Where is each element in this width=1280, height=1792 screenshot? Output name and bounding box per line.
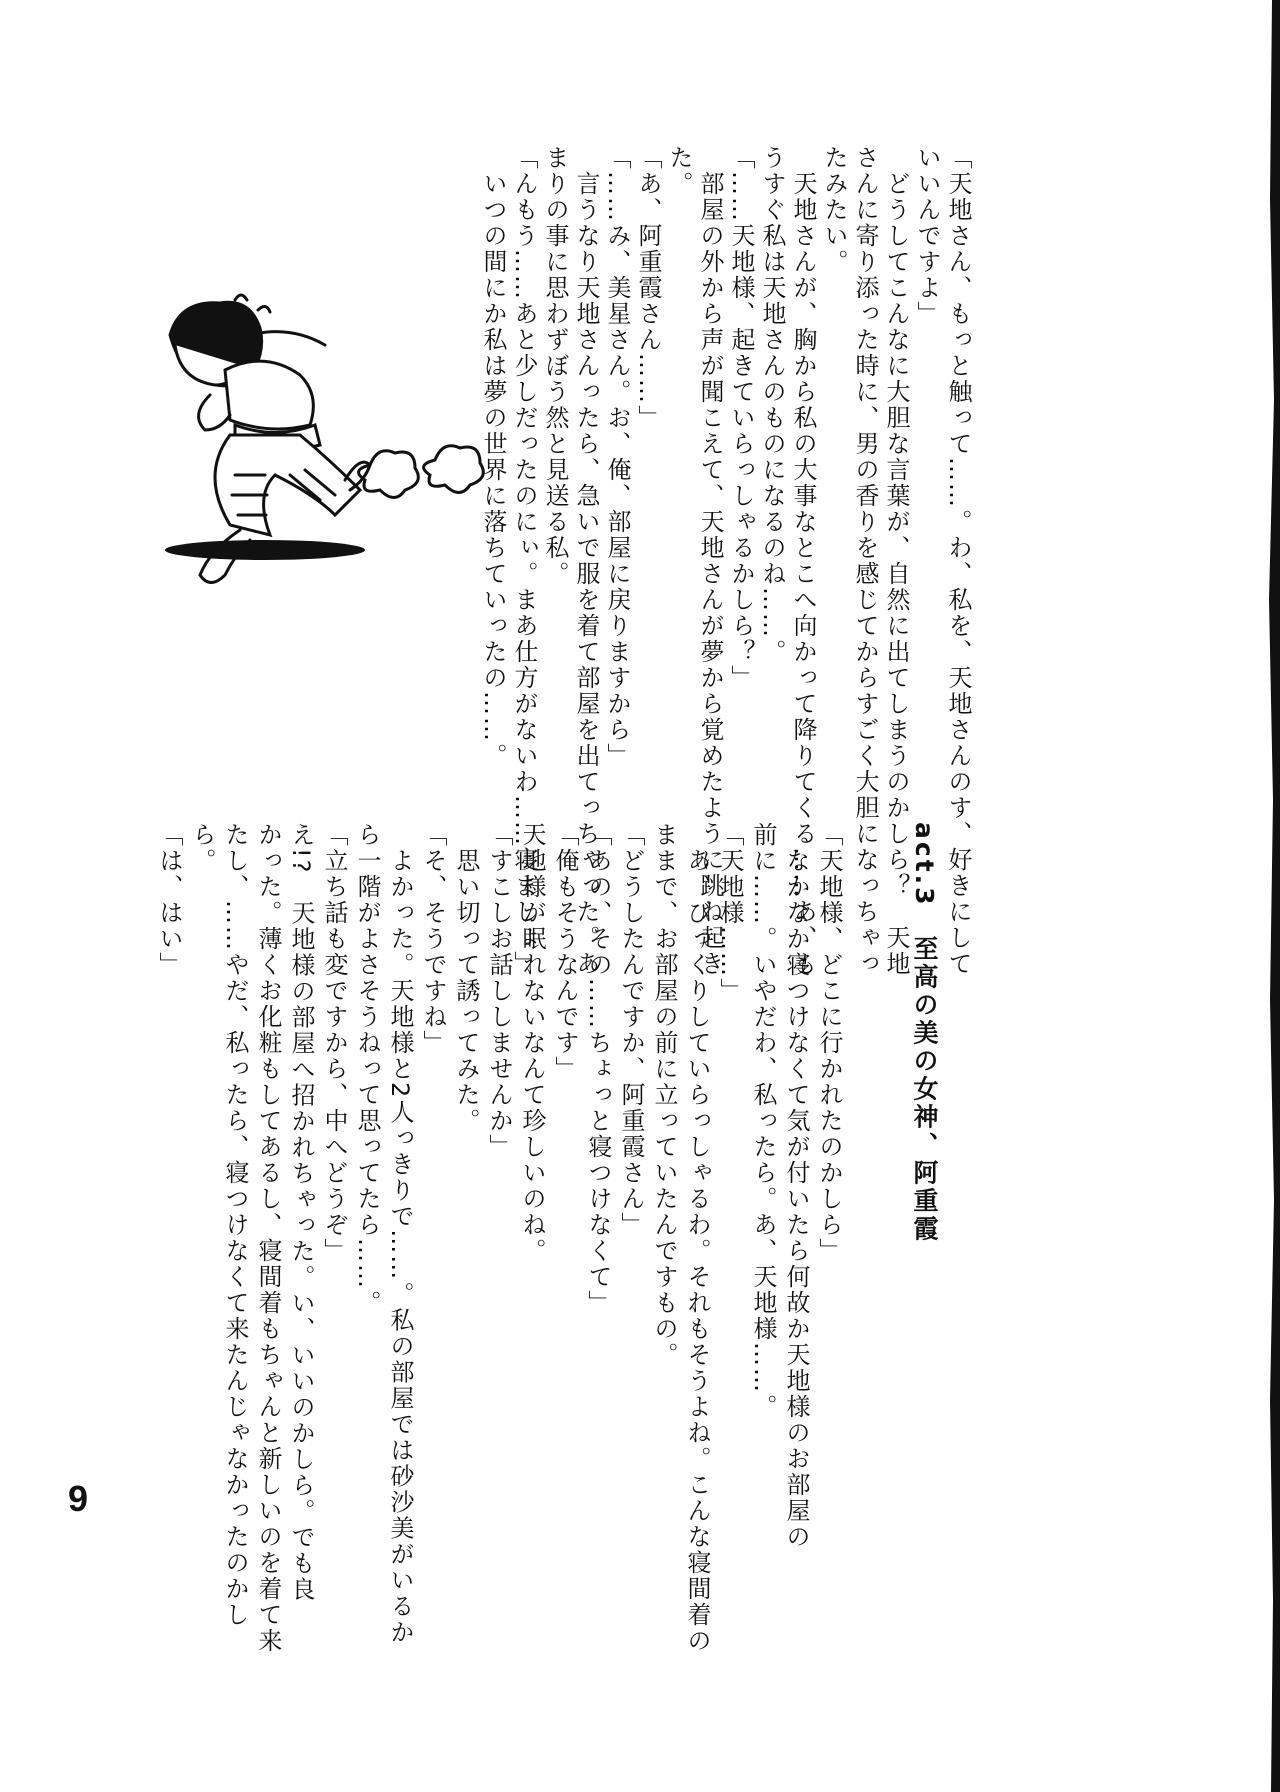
text-line: いいんですよ」 bbox=[913, 145, 941, 327]
text-line: 「そ、そうですね」 bbox=[419, 822, 447, 1056]
text-line: かった。薄くお化粧もしてあるし、寝間着もちゃんと新しいのを着て来 bbox=[254, 822, 282, 1654]
text-line: 「んもう……あと少しだったのにぃ。まあ仕方がないわ……寝ましょ」 bbox=[510, 145, 538, 977]
pants bbox=[215, 435, 360, 535]
text-line: たみたい。 bbox=[820, 145, 848, 275]
text-line: 天地様が眠れないなんて珍しいのね。 bbox=[518, 822, 546, 1264]
text-line: さんに寄り添った時に、男の香りを感じてからすごく大胆になっちゃっ bbox=[851, 145, 879, 977]
page-edge-border bbox=[1269, 0, 1280, 1792]
text-line: 「天地様、どこに行かれたのかしら」 bbox=[815, 822, 843, 1264]
text-line: ら。 bbox=[188, 822, 216, 874]
text-line: どうしてこんなに大胆な言葉が、自然に出てしまうのかしら？ 天地 bbox=[882, 145, 910, 977]
text-line: た。 bbox=[665, 145, 693, 197]
text-line: 「俺もそうなんです」 bbox=[551, 822, 579, 1082]
running-boy-illustration bbox=[140, 275, 540, 645]
page-number: 9 bbox=[68, 1478, 89, 1519]
text-line: 「あの、その……ちょっと寝つけなくて」 bbox=[584, 822, 612, 1316]
text-line: あ、びっくりしていらっしゃるわ。それもそうよね。こんな寝間着の bbox=[683, 822, 711, 1654]
text-line: 「……天地様、起きていらっしゃるかしら？」 bbox=[727, 145, 755, 691]
dust-cloud-icon bbox=[359, 451, 419, 498]
arm bbox=[199, 395, 230, 430]
sweat-drop-icon bbox=[258, 306, 270, 312]
page-edge bbox=[1258, 0, 1280, 1792]
text-line: 「……み、美星さん。お、俺、部屋に戻りますから」 bbox=[603, 145, 631, 769]
text-line: 「天地様……」 bbox=[716, 822, 744, 1004]
text-line: 「すこしお話ししませんか」 bbox=[485, 822, 513, 1160]
text-line: たし、……やだ、私ったら、寝つけなくて来たんじゃなかったのかし bbox=[221, 822, 249, 1628]
story-text-part2 bbox=[152, 822, 845, 1654]
text-line: 言うなり天地さんったら、急いで服を着て部屋を出てっちゃった。あ bbox=[572, 145, 600, 977]
torso bbox=[225, 361, 313, 429]
text-line: 「は、はい」 bbox=[155, 822, 183, 978]
sweat-drop-icon bbox=[235, 295, 247, 300]
text-line: 「あ、阿重霞さん……」 bbox=[634, 145, 662, 431]
shadow bbox=[165, 540, 365, 560]
dust-cloud-icon bbox=[424, 446, 484, 493]
text-line: 「天地さん、もっと触って……。わ、私を、天地さんのす、好きにして bbox=[944, 145, 972, 977]
text-line: 思い切って誘ってみた。 bbox=[452, 822, 480, 1134]
text-line: まりの事に思わずぼう然と見送る私。 bbox=[541, 145, 569, 587]
text-line: え!? 天地様の部屋へ招かれちゃった。い、いいのかしら。でも良 bbox=[287, 822, 315, 1603]
text-line: 前に……。いやだわ、私ったら。あ、天地様……。 bbox=[749, 822, 777, 1420]
chapter-title: act.3 至高の美の女神、阿重霞 bbox=[910, 822, 939, 1244]
text-line: 「どうしたんですか、阿重霞さん」 bbox=[617, 822, 645, 1238]
text-line: うすぐ私は天地さんのものになるのね……。 bbox=[758, 145, 786, 665]
text-line: 部屋の外から声が聞こえて、天地さんが夢から覚めたように跳ね起き bbox=[696, 145, 724, 977]
text-line: ままで、お部屋の前に立っていたんですもの。 bbox=[650, 822, 678, 1368]
text-line: 天地さんが、胸から私の大事なとこへ向かって降りてくる……あ、も bbox=[789, 145, 817, 977]
text-line: 「立ち話も変ですから、中へどうぞ」 bbox=[320, 822, 348, 1264]
text-line: なかなか寝つけなくて気が付いたら何故か天地様のお部屋の bbox=[782, 822, 810, 1550]
text-line: ら一階がよさそうねって思ってたら……。 bbox=[353, 822, 381, 1316]
text-line: いつの間にか私は夢の世界に落ちていったの……。 bbox=[479, 145, 507, 769]
text-line: よかった。天地様と2人っきりで……。私の部屋では砂沙美がいるか bbox=[386, 822, 414, 1646]
